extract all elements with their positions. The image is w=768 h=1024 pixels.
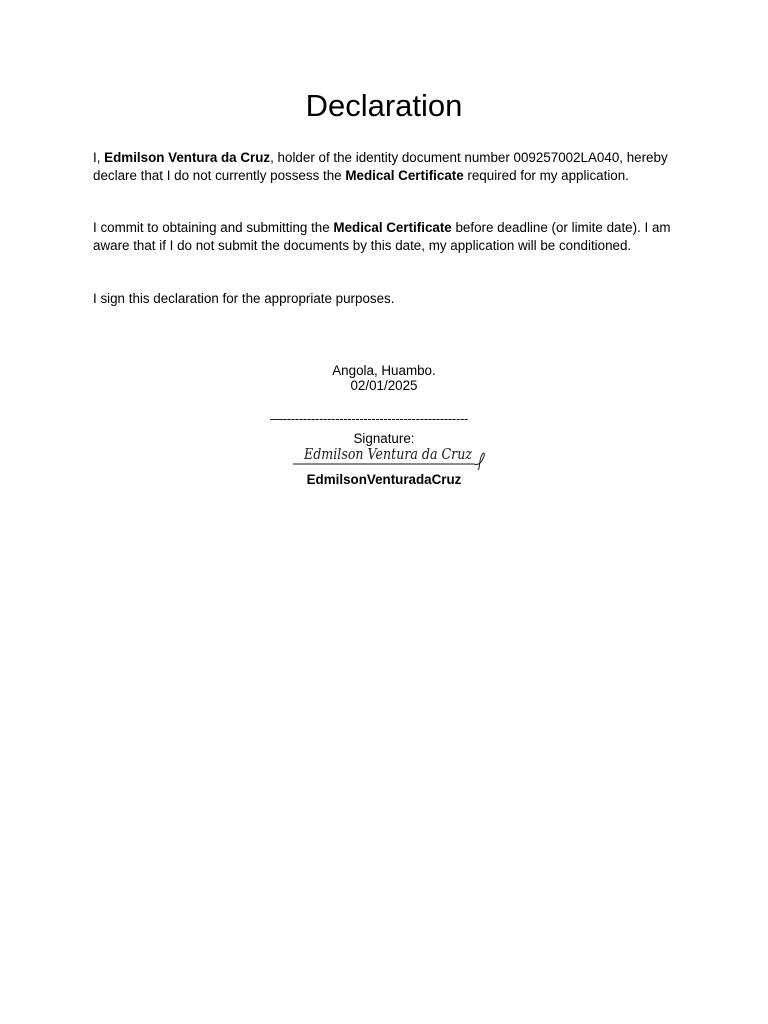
signature-text: Edmilson Ventura da Cruz	[303, 445, 473, 463]
paragraph-purpose: I sign this declaration for the appropriate purposes.	[93, 291, 395, 306]
paragraph-text: before deadline (or limite date). I am aware that if I do not submit the documents by this date, my application will be conditioned.	[93, 220, 671, 253]
declarant-name: Edmilson Ventura da Cruz	[104, 150, 271, 165]
paragraph-identity	[93, 149, 683, 184]
paragraph-text: I commit to obtaining and submitting the	[93, 220, 334, 235]
paragraph-commitment	[93, 219, 683, 254]
signature-label: Signature:	[353, 431, 415, 446]
certificate-name: Medical Certificate	[333, 220, 452, 235]
document-title: Declaration	[305, 88, 463, 123]
place: Angola, Huambo.	[332, 363, 436, 378]
paragraph-text: I,	[93, 150, 105, 165]
handwritten-signature	[290, 440, 490, 470]
paragraph-text: required for my application.	[463, 167, 629, 183]
date: 02/01/2025	[350, 378, 418, 393]
signature-line: —----------------------------------------------	[270, 412, 469, 426]
certificate-name: Medical Certificate	[345, 167, 464, 183]
signer-name: EdmilsonVenturadaCruz	[306, 472, 462, 484]
paragraph-text: , holder of the identity document number 009257002LA040, hereby declare that I do not currently possess the	[93, 150, 668, 183]
